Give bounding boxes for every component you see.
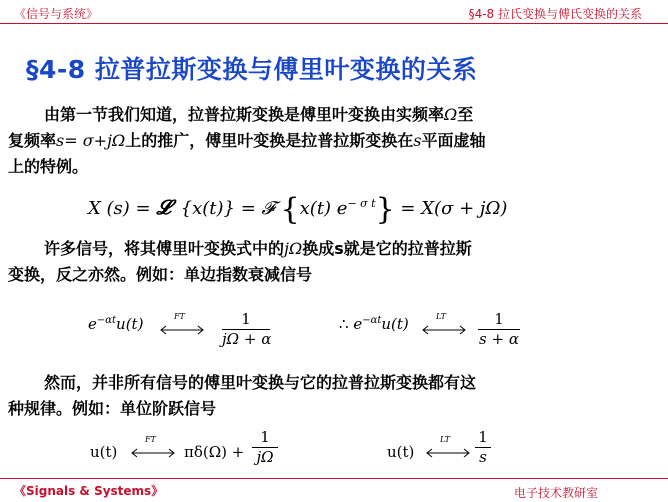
text-segment: 由第一节我们知道，拉普拉斯变换是傅里叶变换由实频率 — [44, 105, 445, 124]
slide-header — [0, 0, 668, 24]
exp-base: e — [353, 315, 363, 333]
paragraph-example-line2: 变换，反之亦然。例如：单边指数衰减信号 — [8, 265, 313, 284]
step-function: u(t) — [381, 315, 409, 333]
footer-department: 电子技术教研室 — [513, 486, 598, 500]
fraction-step-right — [475, 428, 491, 466]
fraction-right — [478, 310, 520, 348]
exp-signal-left — [88, 315, 143, 333]
step-signal-left: u(t) — [90, 443, 118, 461]
fraction-numerator: 1 — [494, 310, 504, 328]
j-omega-symbol: jΩ — [284, 239, 303, 258]
fraction-numerator: 1 — [260, 428, 270, 446]
s-symbol: s — [413, 131, 422, 150]
laplace-operator-symbol: 𝓛 — [156, 195, 171, 219]
exp-exponent: −αt — [362, 315, 382, 326]
paragraph-step-line1: 然而，并非所有信号的傅里叶变换与它的拉普拉斯变换都有这 — [44, 373, 477, 392]
header-course-title: 《信号与系统》 — [14, 7, 99, 21]
text-segment: 许多信号，将其傅里叶变换式中的 — [44, 239, 285, 258]
exp-signal-right — [339, 315, 409, 333]
fraction-numerator: 1 — [241, 310, 251, 328]
text-segment: 至 — [457, 105, 474, 124]
omega-symbol: Ω — [444, 105, 458, 124]
footer-course-title: 《Signals & Systems》 — [14, 484, 164, 498]
slide-footer — [0, 478, 668, 502]
lt-label: LT — [440, 435, 450, 444]
paragraph-step — [8, 370, 658, 422]
right-brace: } — [375, 192, 395, 227]
laplace-fourier-equation — [88, 192, 507, 227]
fraction-left — [222, 310, 270, 348]
text-segment: 换成s就是它的拉普拉斯 — [302, 239, 472, 258]
fourier-operator-symbol: 𝓕 — [261, 198, 275, 219]
text-segment: 平面虚轴 — [421, 131, 486, 150]
header-divider — [0, 23, 668, 24]
fraction-step-left — [252, 428, 278, 466]
fraction-denominator: jΩ — [252, 447, 278, 466]
paragraph-intro-line3: 上的特例。 — [8, 157, 89, 176]
fourier-step-rhs: πδ(Ω) + — [184, 443, 245, 461]
exp-exponent: −αt — [96, 315, 117, 326]
equation-rhs: = X(σ + jΩ) — [400, 198, 508, 219]
header-section-title: §4-8 拉氏变换与傅氏变换的关系 — [468, 7, 642, 21]
ft-label: FT — [174, 312, 185, 321]
exp-base: e — [88, 315, 97, 333]
page-title: §4-8 拉普拉斯变换与傅里叶变换的关系 — [26, 55, 478, 84]
fraction-denominator: jΩ + α — [222, 330, 272, 348]
paragraph-intro — [8, 102, 658, 180]
laplace-argument: {x(t)} = — [180, 198, 256, 219]
left-brace: { — [280, 192, 300, 227]
paragraph-intro-line2 — [8, 128, 658, 154]
paragraph-example-line1 — [8, 236, 658, 262]
paragraph-step-line2: 种规律。例如：单位阶跃信号 — [8, 399, 217, 418]
fourier-argument: x(t) e — [299, 198, 348, 219]
text-segment: 复频率 — [8, 131, 57, 150]
complex-frequency-expression: s= σ+jΩ — [56, 131, 126, 150]
fourier-exponent: − σ t — [347, 197, 376, 210]
equation-lhs: X (s) = — [88, 198, 151, 219]
step-signal-right: u(t) — [387, 443, 415, 461]
lt-label: LT — [436, 312, 446, 321]
fraction-numerator: 1 — [478, 428, 488, 446]
step-function: u(t) — [116, 315, 144, 333]
text-segment: 上的推广，傅里叶变换是拉普拉斯变换在 — [125, 131, 414, 150]
paragraph-intro-line1 — [8, 102, 658, 128]
fraction-denominator: s — [475, 447, 491, 466]
paragraph-example-intro — [8, 236, 658, 288]
therefore-symbol: ∴ — [339, 315, 349, 333]
ft-label: FT — [145, 435, 156, 444]
fraction-denominator: s + α — [479, 330, 519, 348]
